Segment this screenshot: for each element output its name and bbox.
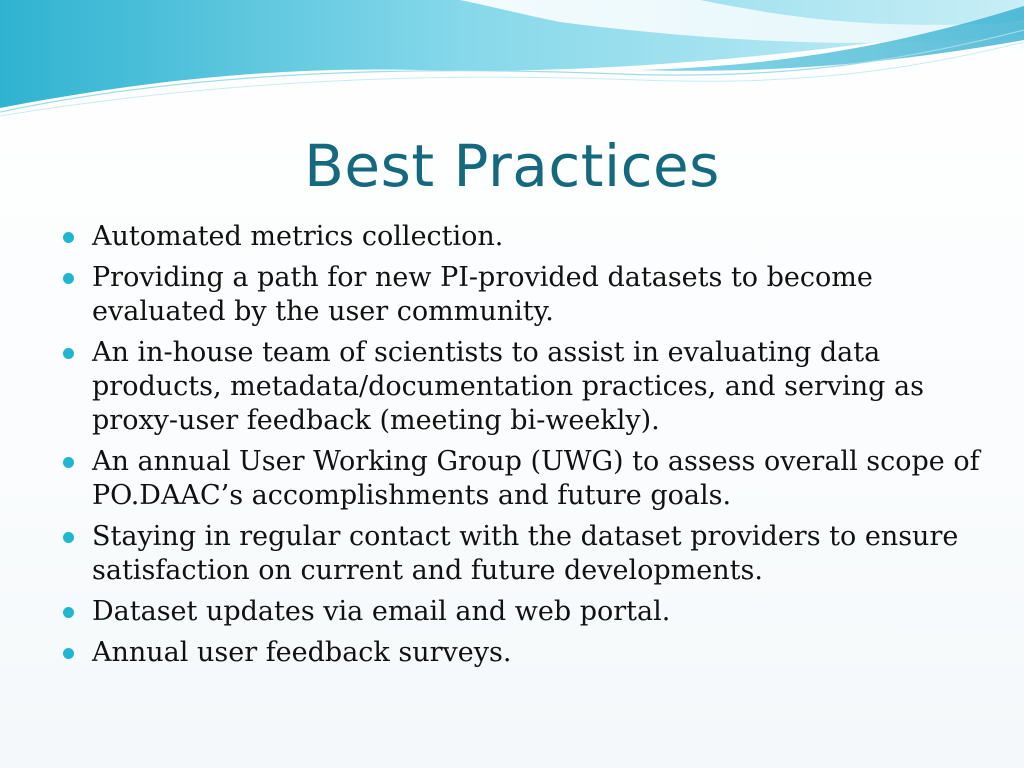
- bullet-icon: [63, 648, 74, 659]
- bullet-icon: [63, 348, 74, 359]
- bullet-item: [62, 636, 982, 670]
- bullet-icon: [63, 607, 74, 618]
- bullet-item: [62, 595, 982, 629]
- slide-title: Best Practices: [304, 132, 720, 200]
- bullet-text: An annual User Working Group (UWG) to assess overall scope of PO.DAAC’s accomplishments and future goals.: [92, 446, 980, 511]
- bullet-icon: [63, 532, 74, 543]
- header-wave-graphic: [0, 0, 1024, 130]
- bullet-item: [62, 336, 982, 438]
- bullet-item: [62, 261, 982, 329]
- bullet-text: Staying in regular contact with the dataset providers to ensure satisfaction on current and future developments.: [92, 521, 959, 586]
- bullet-icon: [63, 232, 74, 243]
- bullet-text: Annual user feedback surveys.: [92, 637, 512, 668]
- bullet-item: [62, 220, 982, 254]
- bullet-icon: [63, 273, 74, 284]
- bullet-text: Automated metrics collection.: [92, 221, 504, 252]
- bullet-icon: [63, 457, 74, 468]
- bullet-text: An in-house team of scientists to assist in evaluating data products, metadata/documentation practices, and serving as proxy-user feedback (meeting bi-weekly).: [92, 337, 924, 436]
- bullet-item: [62, 445, 982, 513]
- bullet-list: [62, 220, 982, 677]
- bullet-item: [62, 520, 982, 588]
- bullet-text: Dataset updates via email and web portal.: [92, 596, 671, 627]
- bullet-text: Providing a path for new PI-provided datasets to become evaluated by the user community.: [92, 262, 873, 327]
